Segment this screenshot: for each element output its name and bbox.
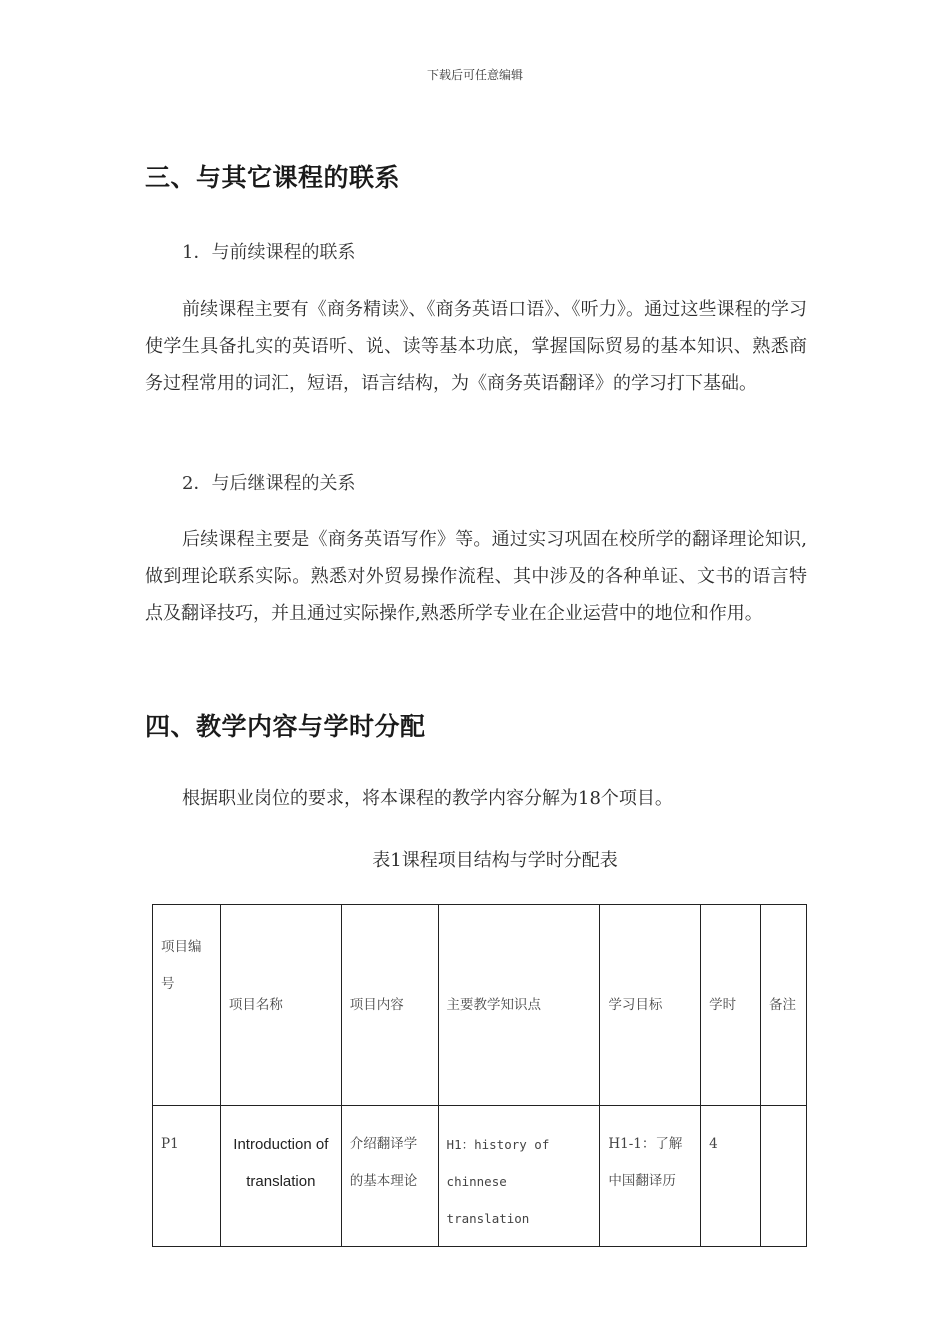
table-header-row xyxy=(153,905,807,1106)
cell-project-content: 介绍翻译学的基本理论 xyxy=(341,1106,438,1247)
header-remarks: 备注 xyxy=(761,905,807,1106)
cell-key-knowledge-points: H1：history of chinnese translation xyxy=(438,1106,600,1247)
page-header-note: 下载后可任意编辑 xyxy=(426,68,523,82)
paragraph-prior-courses: 前续课程主要有《商务精读》、《商务英语口语》、《听力》。通过这些课程的学习使学生具备扎实的英语听、说、读等基本功底，掌握国际贸易的基本知识、熟悉商务过程常用的词汇，短语，语言结构，为《商务英语翻译》的学习打下基础。 xyxy=(145,299,807,394)
header-project-content: 项目内容 xyxy=(341,905,438,1106)
cell-hours: 4 xyxy=(701,1106,761,1247)
table-caption: 表1课程项目结构与学时分配表 xyxy=(372,850,618,871)
header-learning-objectives: 学习目标 xyxy=(600,905,701,1106)
section-3-title: 三、与其它课程的联系 xyxy=(145,163,401,192)
cell-project-number: P1 xyxy=(153,1106,221,1247)
section-4-title: 四、教学内容与学时分配 xyxy=(145,712,426,741)
paragraph-following-courses: 后续课程主要是《商务英语写作》等。通过实习巩固在校所学的翻译理论知识,做到理论联系实际。熟悉对外贸易操作流程、其中涉及的各种单证、文书的语言特点及翻译技巧，并且通过实际操作,熟悉所学专业在企业运营中的地位和作用。 xyxy=(145,529,807,624)
subsection-2-title: 2．与后继课程的关系 xyxy=(182,473,356,494)
cell-learning-objectives: H1-1：了解中国翻译历 xyxy=(600,1106,701,1247)
header-project-name: 项目名称 xyxy=(220,905,341,1106)
cell-remarks xyxy=(761,1106,807,1247)
cell-project-name: Introduction of translation xyxy=(220,1106,341,1247)
header-project-number: 项目编号 xyxy=(153,905,221,1106)
subsection-1-title: 1．与前续课程的联系 xyxy=(182,242,356,263)
table-row xyxy=(153,1106,807,1247)
header-hours: 学时 xyxy=(701,905,761,1106)
header-key-knowledge-points: 主要教学知识点 xyxy=(438,905,600,1106)
paragraph-section-4-intro: 根据职业岗位的要求，将本课程的教学内容分解为18个项目。 xyxy=(182,788,673,809)
course-project-table xyxy=(152,904,807,1247)
